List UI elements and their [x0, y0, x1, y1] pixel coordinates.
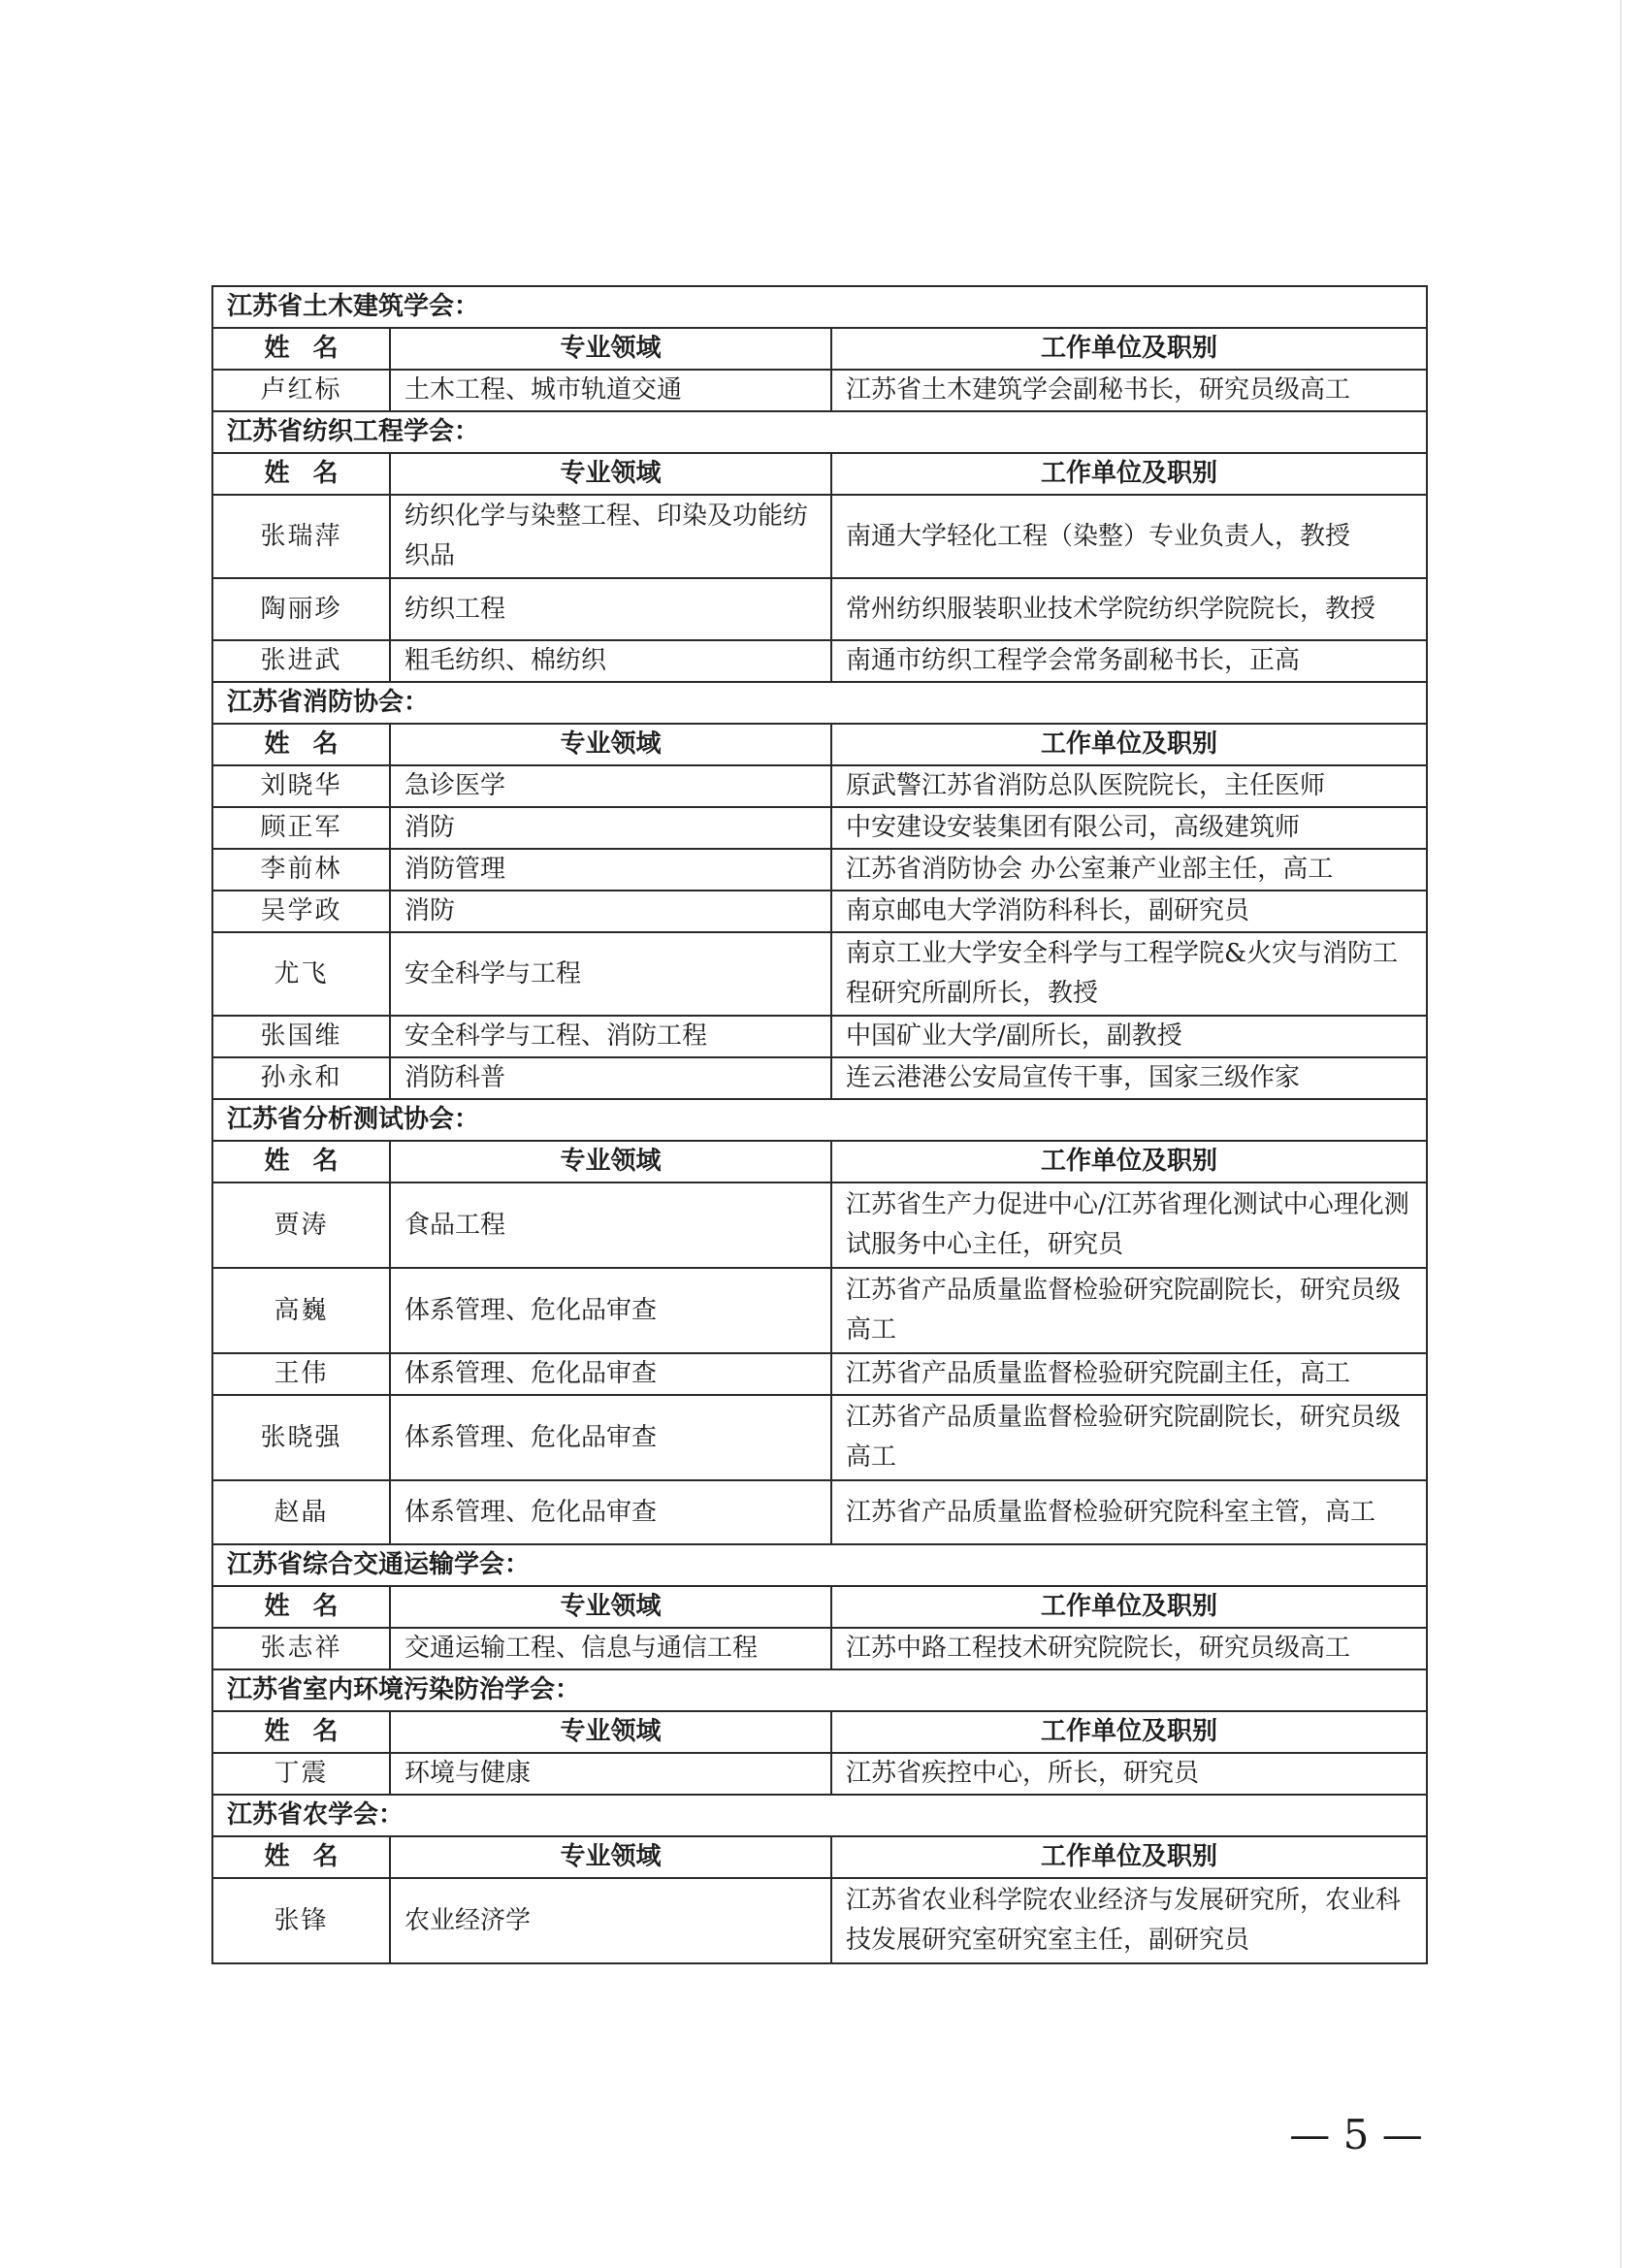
table-row	[212, 1878, 1427, 1963]
member-field: 消防管理	[390, 849, 831, 891]
member-field: 交通运输工程、信息与通信工程	[390, 1628, 831, 1669]
member-unit: 江苏省产品质量监督检验研究院副院长，研究员级高工	[831, 1395, 1427, 1480]
header-field: 专业领域	[390, 328, 831, 370]
header-field: 专业领域	[390, 1141, 831, 1183]
header-row	[212, 724, 1427, 765]
member-field: 粗毛纺织、棉纺织	[390, 640, 831, 682]
scan-edge-line	[1620, 0, 1622, 2268]
section-title-row	[212, 1795, 1427, 1836]
member-field: 纺织工程	[390, 578, 831, 640]
header-unit: 工作单位及职别	[831, 453, 1427, 495]
section-title: 江苏省室内环境污染防治学会：	[212, 1669, 1427, 1711]
member-name: 高巍	[212, 1268, 390, 1353]
header-name: 姓名	[212, 1586, 390, 1628]
member-field: 环境与健康	[390, 1753, 831, 1795]
member-name: 卢红标	[212, 370, 390, 411]
member-field: 体系管理、危化品审查	[390, 1353, 831, 1395]
table-row	[212, 1016, 1427, 1057]
member-unit: 中国矿业大学/副所长，副教授	[831, 1016, 1427, 1057]
header-name: 姓名	[212, 724, 390, 765]
table-row	[212, 765, 1427, 807]
table-row	[212, 640, 1427, 682]
section-title-row	[212, 1099, 1427, 1141]
header-row	[212, 328, 1427, 370]
section-title-row	[212, 411, 1427, 453]
section-title-row	[212, 1544, 1427, 1586]
table-row	[212, 1480, 1427, 1544]
member-name: 刘晓华	[212, 765, 390, 807]
member-unit: 江苏省产品质量监督检验研究院科室主管，高工	[831, 1480, 1427, 1544]
table-row	[212, 1183, 1427, 1268]
member-name: 张锋	[212, 1878, 390, 1963]
member-unit: 连云港港公安局宣传干事，国家三级作家	[831, 1057, 1427, 1099]
member-unit: 江苏省土木建筑学会副秘书长，研究员级高工	[831, 370, 1427, 411]
table-row	[212, 1395, 1427, 1480]
table-row	[212, 1268, 1427, 1353]
expert-list-table	[211, 285, 1428, 1964]
table-row	[212, 370, 1427, 411]
member-name: 丁震	[212, 1753, 390, 1795]
member-name: 张晓强	[212, 1395, 390, 1480]
page-number: — 5 —	[1289, 2111, 1423, 2158]
header-unit: 工作单位及职别	[831, 1586, 1427, 1628]
table-row	[212, 1628, 1427, 1669]
member-unit: 南京邮电大学消防科科长，副研究员	[831, 891, 1427, 932]
table-row	[212, 1057, 1427, 1099]
table-row	[212, 807, 1427, 849]
header-unit: 工作单位及职别	[831, 1141, 1427, 1183]
member-unit: 江苏省消防协会 办公室兼产业部主任，高工	[831, 849, 1427, 891]
member-field: 安全科学与工程	[390, 932, 831, 1016]
member-unit: 中安建设安装集团有限公司，高级建筑师	[831, 807, 1427, 849]
header-unit: 工作单位及职别	[831, 724, 1427, 765]
section-title: 江苏省消防协会：	[212, 682, 1427, 724]
member-name: 孙永和	[212, 1057, 390, 1099]
member-unit: 南通大学轻化工程（染整）专业负责人，教授	[831, 495, 1427, 578]
member-unit: 江苏省农业科学院农业经济与发展研究所，农业科技发展研究室研究室主任，副研究员	[831, 1878, 1427, 1963]
header-unit: 工作单位及职别	[831, 1711, 1427, 1753]
header-row	[212, 1711, 1427, 1753]
header-unit: 工作单位及职别	[831, 1836, 1427, 1878]
section-title-row	[212, 1669, 1427, 1711]
member-unit: 江苏省生产力促进中心/江苏省理化测试中心理化测试服务中心主任，研究员	[831, 1183, 1427, 1268]
member-name: 贾涛	[212, 1183, 390, 1268]
header-row	[212, 1141, 1427, 1183]
member-unit: 南通市纺织工程学会常务副秘书长，正高	[831, 640, 1427, 682]
header-field: 专业领域	[390, 453, 831, 495]
table-row	[212, 849, 1427, 891]
member-name: 王伟	[212, 1353, 390, 1395]
member-field: 安全科学与工程、消防工程	[390, 1016, 831, 1057]
member-unit: 江苏中路工程技术研究院院长，研究员级高工	[831, 1628, 1427, 1669]
member-field: 体系管理、危化品审查	[390, 1395, 831, 1480]
section-title: 江苏省土木建筑学会：	[212, 286, 1427, 328]
header-field: 专业领域	[390, 1836, 831, 1878]
member-name: 张瑞萍	[212, 495, 390, 578]
header-name: 姓名	[212, 453, 390, 495]
table-row	[212, 932, 1427, 1016]
header-name: 姓名	[212, 1836, 390, 1878]
member-name: 吴学政	[212, 891, 390, 932]
member-field: 消防	[390, 807, 831, 849]
header-name: 姓名	[212, 1141, 390, 1183]
table-row	[212, 1353, 1427, 1395]
member-field: 体系管理、危化品审查	[390, 1268, 831, 1353]
member-unit: 江苏省产品质量监督检验研究院副院长，研究员级高工	[831, 1268, 1427, 1353]
member-name: 张进武	[212, 640, 390, 682]
section-title: 江苏省纺织工程学会：	[212, 411, 1427, 453]
member-unit: 江苏省疾控中心，所长，研究员	[831, 1753, 1427, 1795]
member-name: 尤飞	[212, 932, 390, 1016]
header-field: 专业领域	[390, 1586, 831, 1628]
header-row	[212, 453, 1427, 495]
table-row	[212, 578, 1427, 640]
member-name: 陶丽珍	[212, 578, 390, 640]
member-field: 急诊医学	[390, 765, 831, 807]
section-title: 江苏省综合交通运输学会：	[212, 1544, 1427, 1586]
member-name: 赵晶	[212, 1480, 390, 1544]
header-row	[212, 1586, 1427, 1628]
member-unit: 江苏省产品质量监督检验研究院副主任，高工	[831, 1353, 1427, 1395]
table-row	[212, 1753, 1427, 1795]
member-field: 消防	[390, 891, 831, 932]
member-field: 纺织化学与染整工程、印染及功能纺织品	[390, 495, 831, 578]
member-name: 顾正军	[212, 807, 390, 849]
header-name: 姓名	[212, 328, 390, 370]
table-row	[212, 891, 1427, 932]
member-unit: 南京工业大学安全科学与工程学院&火灾与消防工程研究所副所长，教授	[831, 932, 1427, 1016]
member-name: 张国维	[212, 1016, 390, 1057]
header-field: 专业领域	[390, 724, 831, 765]
member-field: 食品工程	[390, 1183, 831, 1268]
header-name: 姓名	[212, 1711, 390, 1753]
header-field: 专业领域	[390, 1711, 831, 1753]
member-field: 体系管理、危化品审查	[390, 1480, 831, 1544]
table-row	[212, 495, 1427, 578]
header-row	[212, 1836, 1427, 1878]
member-name: 张志祥	[212, 1628, 390, 1669]
section-title-row	[212, 682, 1427, 724]
header-unit: 工作单位及职别	[831, 328, 1427, 370]
section-title-row	[212, 286, 1427, 328]
section-title: 江苏省分析测试协会：	[212, 1099, 1427, 1141]
member-field: 农业经济学	[390, 1878, 831, 1963]
member-unit: 常州纺织服装职业技术学院纺织学院院长，教授	[831, 578, 1427, 640]
section-title: 江苏省农学会：	[212, 1795, 1427, 1836]
member-unit: 原武警江苏省消防总队医院院长，主任医师	[831, 765, 1427, 807]
member-field: 消防科普	[390, 1057, 831, 1099]
member-field: 土木工程、城市轨道交通	[390, 370, 831, 411]
member-name: 李前林	[212, 849, 390, 891]
